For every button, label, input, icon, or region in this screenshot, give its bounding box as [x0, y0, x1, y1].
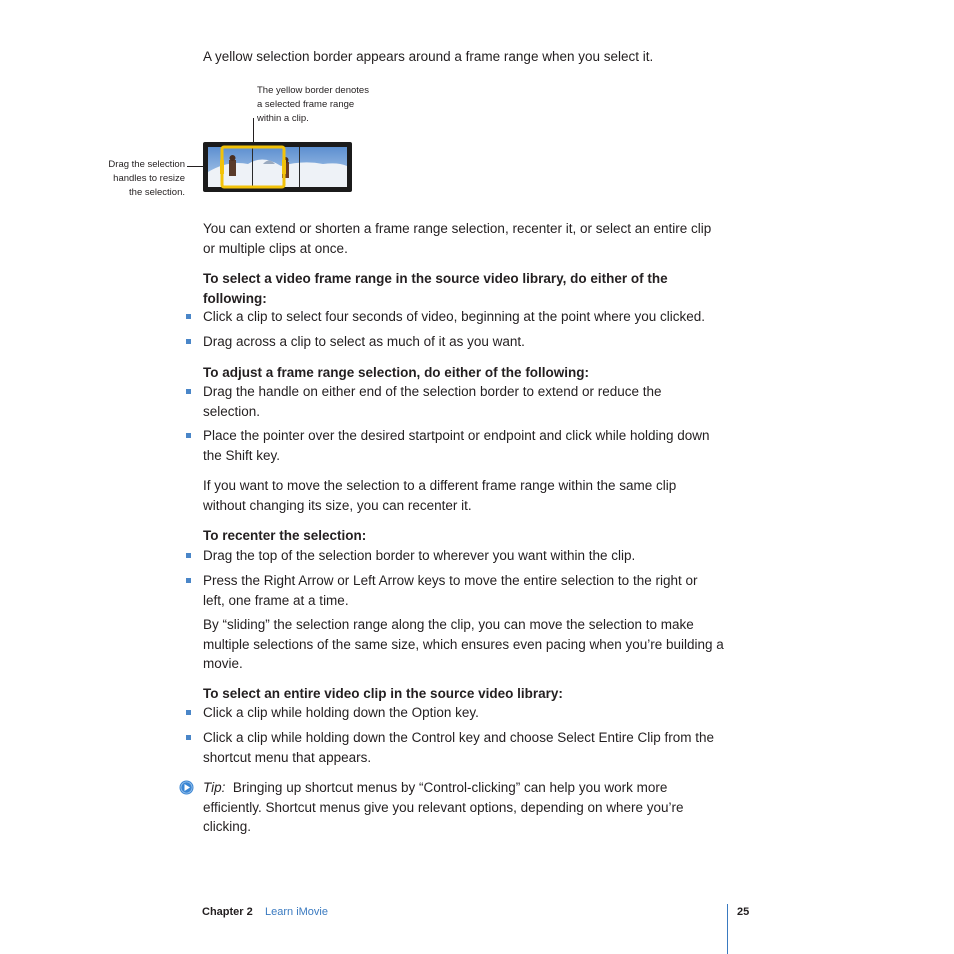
- callout-left-line: Drag the selection: [108, 159, 185, 170]
- list-item: Click a clip while holding down the Option key.: [203, 705, 479, 720]
- list-line: shortcut menu that appears.: [203, 749, 372, 765]
- heading-line: To select a video frame range in the source video library, do either of the: [203, 271, 668, 286]
- bullet-icon: [186, 339, 191, 344]
- list-line: left, one frame at a time.: [203, 592, 349, 608]
- callout-left: [85, 158, 185, 200]
- list-item: Drag the top of the selection border to wherever you want within the clip.: [203, 548, 636, 563]
- callout-top-line: The yellow border denotes: [257, 85, 369, 96]
- list-line: Click a clip while holding down the Control key and choose Select Entire Clip from the: [203, 730, 715, 745]
- tip-text: Bringing up shortcut menus by “Control-clicking” can help you work more: [232, 780, 668, 795]
- callout-left-line: the selection.: [129, 187, 185, 198]
- list-item: [203, 382, 728, 421]
- footer-chapter: Chapter 2: [202, 906, 253, 918]
- tip-line: [203, 778, 728, 798]
- paragraph-line: If you want to move the selection to a different frame range within the same clip: [203, 478, 677, 493]
- paragraph-line: without changing its size, you can recenter it.: [203, 497, 472, 513]
- bullet-icon: [186, 710, 191, 715]
- tip-line: clicking.: [203, 819, 252, 834]
- paragraph-3: [203, 615, 728, 674]
- callout-top-line: within a clip.: [257, 113, 309, 124]
- list-line: selection.: [203, 403, 261, 419]
- bullet-icon: [186, 578, 191, 583]
- footer-divider: [727, 904, 728, 954]
- paragraph-line: or multiple clips at once.: [203, 240, 348, 256]
- list-item: [203, 426, 728, 465]
- paragraph-line: You can extend or shorten a frame range selection, recenter it, or select an entire clip: [203, 221, 712, 236]
- footer-chapter-link[interactable]: Learn iMovie: [265, 906, 328, 918]
- selection-handle-left[interactable]: [220, 160, 224, 174]
- heading-select-entire-clip: To select an entire video clip in the source video library:: [203, 686, 563, 701]
- page-number: 25: [737, 906, 750, 918]
- bullet-icon: [186, 433, 191, 438]
- heading-recenter: To recenter the selection:: [203, 528, 367, 543]
- list-line: Drag the handle on either end of the selection border to extend or reduce the: [203, 384, 662, 399]
- tip-block: [203, 778, 728, 837]
- clip-image: [203, 142, 352, 192]
- intro-text: A yellow selection border appears around a frame range when you select it.: [203, 49, 654, 64]
- paragraph-line: multiple selections of the same size, which ensures even pacing when you’re building a: [203, 636, 724, 652]
- tip-arrow-icon: [179, 780, 194, 795]
- bullet-icon: [186, 314, 191, 319]
- paragraph-1: [203, 219, 728, 258]
- callout-top-line: a selected frame range: [257, 99, 355, 110]
- callout-left-line: handles to resize: [113, 173, 185, 184]
- list-line: the Shift key.: [203, 447, 281, 463]
- paragraph-line: movie.: [203, 656, 243, 671]
- heading-line: following:: [203, 290, 267, 306]
- paragraph-2: [203, 476, 728, 515]
- list-item: Drag across a clip to select as much of it as you want.: [203, 334, 525, 349]
- heading-adjust-selection: To adjust a frame range selection, do either of the following:: [203, 365, 590, 380]
- selection-handle-right[interactable]: [282, 160, 286, 174]
- callout-top: [257, 84, 397, 126]
- clip-thumbnail[interactable]: [203, 142, 352, 192]
- tip-label: Tip:: [203, 780, 226, 795]
- tip-line: efficiently. Shortcut menus give you relevant options, depending on where you’re: [203, 799, 684, 815]
- list-item: [203, 728, 728, 767]
- list-item: [203, 571, 728, 610]
- bullet-icon: [186, 553, 191, 558]
- bullet-icon: [186, 389, 191, 394]
- list-line: Press the Right Arrow or Left Arrow keys to move the entire selection to the right or: [203, 573, 698, 588]
- bullet-icon: [186, 735, 191, 740]
- list-item: Click a clip to select four seconds of video, beginning at the point where you clicked.: [203, 309, 706, 324]
- heading-select-frame-range: [203, 269, 728, 308]
- paragraph-line: By “sliding” the selection range along the clip, you can move the selection to make: [203, 617, 694, 632]
- list-line: Place the pointer over the desired startpoint or endpoint and click while holding down: [203, 428, 710, 443]
